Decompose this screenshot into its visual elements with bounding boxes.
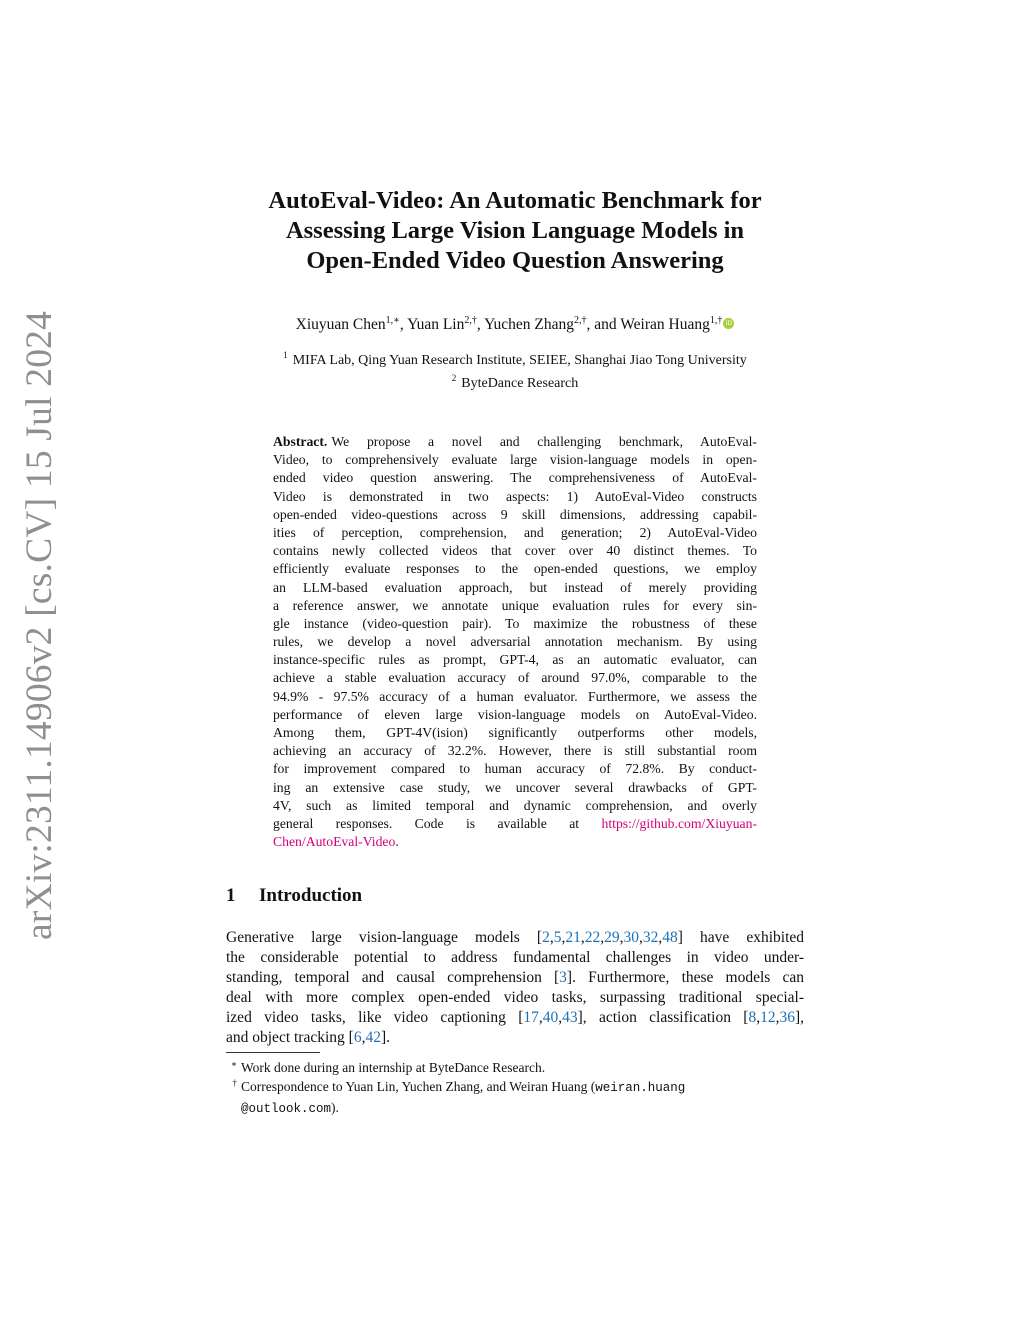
footnote: ∗ Work done during an internship at ByteDance Research.	[230, 1058, 546, 1075]
citation-link[interactable]: 2	[542, 929, 550, 946]
paragraph-line	[226, 968, 804, 988]
citation-link[interactable]: 30	[623, 929, 639, 946]
author-separator: , and	[586, 316, 621, 333]
footnote-text: Correspondence to Yuan Lin, Yuchen Zhang, and Weiran Huang (	[241, 1079, 596, 1094]
abstract-line: achieve a stable evaluation accuracy of around 97.0%, comparable to the	[273, 670, 757, 686]
abstract-line: Among them, GPT-4V(ision) significantly outperforms other models,	[273, 725, 757, 740]
affiliation-text: ByteDance Research	[461, 376, 579, 391]
affiliation-mark: 1	[283, 350, 288, 361]
abstract-line: open-ended video-questions across 9 skill dimensions, addressing capabil-	[273, 506, 757, 522]
paragraph-text: standing, temporal and causal comprehension [	[226, 969, 560, 986]
citation-link[interactable]: 8	[748, 1009, 757, 1026]
paragraph-line: and object tracking [6,42].	[226, 1029, 390, 1046]
author-separator: ,	[476, 316, 485, 333]
citation-link[interactable]: 21	[565, 929, 581, 946]
footnote-text: ).	[331, 1100, 339, 1115]
author-name: Xiuyuan Chen	[295, 316, 386, 333]
author-affiliation-mark: 1,∗	[385, 314, 400, 326]
abstract-line: for improvement compared to human accuracy of 72.8%. By conduct-	[273, 761, 757, 777]
paragraph-text: ].	[380, 1029, 390, 1046]
abstract-line: a reference answer, we annotate unique evaluation rules for every sin-	[273, 597, 757, 613]
abstract-line: achieving an accuracy of 32.2%. However, there is still substantial room	[273, 743, 757, 759]
abstract-text: We propose a novel and challenging benchmark, AutoEval-	[331, 434, 757, 449]
paragraph-text: ] have exhibited	[677, 929, 805, 946]
author-separator: ,	[399, 316, 408, 333]
paragraph-line: deal with more complex open-ended video tasks, surpassing traditional special-	[226, 989, 804, 1006]
affiliation-2	[226, 373, 804, 392]
abstract-line	[273, 815, 757, 833]
citation-link[interactable]: 43	[562, 1009, 578, 1026]
paragraph-text: and object tracking [	[226, 1029, 354, 1046]
footnote-text: Work done during an internship at ByteDance Research.	[241, 1060, 546, 1075]
citation-link[interactable]: 40	[542, 1009, 559, 1026]
abstract-line	[273, 433, 757, 451]
paper-title	[226, 186, 804, 276]
abstract-heading: Abstract.	[273, 434, 328, 449]
abstract-line: 4V, such as limited temporal and dynamic comprehension, and overly	[273, 797, 757, 813]
footnote-continuation	[226, 1098, 804, 1119]
author-name: Yuchen Zhang	[484, 316, 575, 333]
affiliation-mark: 2	[451, 373, 457, 384]
citation-link[interactable]: 32	[642, 929, 659, 946]
affiliation-1	[226, 350, 804, 369]
citation-link[interactable]: 6	[353, 1029, 362, 1046]
citation-link[interactable]: 12	[760, 1009, 776, 1026]
email-address[interactable]: weiran.huang	[595, 1081, 686, 1095]
citation-link[interactable]: 29	[604, 929, 620, 946]
paragraph-text: ]. Furthermore, these models can	[566, 969, 804, 986]
title-line: Assessing Large Vision Language Models in	[285, 217, 745, 244]
abstract-line: 94.9% - 97.5% accuracy of a human evaluator. Furthermore, we assess the	[273, 688, 757, 704]
abstract-line: Video, to comprehensively evaluate large vision-language models in open-	[273, 452, 757, 468]
paragraph-text: Generative large vision-language models [	[226, 929, 543, 946]
footnote-divider	[226, 1052, 320, 1053]
introduction-paragraph	[226, 928, 804, 1048]
citation-link[interactable]: 17	[523, 1009, 539, 1026]
abstract-line: rules, we develop a novel adversarial annotation mechanism. By using	[273, 634, 757, 650]
footnote: † Correspondence to Yuan Lin, Yuchen Zhang, and Weiran Huang (weiran.huang	[232, 1077, 686, 1095]
citation-link[interactable]: 3	[559, 969, 567, 986]
paragraph-line: ized video tasks, like video captioning [17,40,43], action classification [8,12,36],	[226, 1009, 804, 1026]
author-affiliation-mark: 1,†	[709, 314, 723, 326]
section-number: 1	[226, 885, 236, 906]
paragraph-line: Generative large vision-language models [2,5,21,22,29,30,32,48] have exhibited	[226, 929, 805, 946]
section-heading	[226, 885, 362, 907]
paragraph-line: the considerable potential to address fundamental challenges in video under-	[226, 949, 804, 966]
abstract-line: Video is demonstrated in two aspects: 1) AutoEval-Video constructs	[273, 488, 757, 504]
abstract-line	[273, 833, 757, 851]
abstract-line: an LLM-based evaluation approach, but instead of merely providing	[273, 579, 757, 595]
abstract-text: .	[395, 834, 399, 850]
abstract-line: ities of perception, comprehension, and generation; 2) AutoEval-Video	[273, 524, 757, 540]
abstract-line: ing an extensive case study, we uncover several drawbacks of GPT-	[273, 779, 757, 795]
citation-link[interactable]: 22	[584, 929, 601, 946]
author-name: Weiran Huang	[620, 316, 710, 333]
affiliation-text: MIFA Lab, Qing Yuan Research Institute, SEIEE, Shanghai Jiao Tong University	[292, 353, 747, 368]
arxiv-identifier: arXiv:2311.14906v2 [cs.CV] 15 Jul 2024	[19, 310, 60, 940]
title-line: Open-Ended Video Question Answering	[306, 247, 724, 274]
abstract-line: efficiently evaluate responses to the open-ended questions, we employ	[273, 561, 757, 577]
footnotes	[226, 1058, 804, 1119]
abstract	[273, 433, 757, 851]
abstract-line: contains newly collected videos that cover over 40 distinct themes. To	[273, 543, 757, 559]
citation-link[interactable]: 42	[365, 1029, 381, 1046]
paragraph-text: ized video tasks, like video captioning [	[226, 1009, 524, 1026]
author-affiliation-mark: 2,†	[574, 314, 587, 326]
section-title: Introduction	[259, 885, 363, 906]
author-list	[226, 316, 804, 334]
title-line: AutoEval-Video: An Automatic Benchmark for	[268, 187, 762, 214]
email-address[interactable]: @outlook.com	[241, 1102, 332, 1116]
citation-link[interactable]: 48	[662, 929, 678, 946]
citation-link[interactable]: 5	[553, 929, 562, 946]
orcid-icon[interactable]: iD	[723, 318, 734, 329]
paragraph-text: ],	[794, 1009, 804, 1026]
author-name: Yuan Lin	[407, 316, 465, 333]
code-link[interactable]: Chen/AutoEval-Video	[273, 834, 396, 850]
abstract-line: ended video question answering. The comprehensiveness of AutoEval-	[273, 470, 757, 486]
abstract-line: instance-specific rules as prompt, GPT-4, as an automatic evaluator, can	[273, 652, 757, 668]
citation-link[interactable]: 36	[779, 1009, 795, 1026]
abstract-line: gle instance (video-question pair). To maximize the robustness of these	[273, 615, 757, 631]
paragraph-text: ], action classification [	[577, 1009, 749, 1026]
abstract-text: general responses. Code is available at	[273, 815, 580, 831]
abstract-line: performance of eleven large vision-language models on AutoEval-Video.	[273, 706, 757, 722]
author-affiliation-mark: 2,†	[464, 314, 477, 326]
code-link[interactable]: https://github.com/Xiuyuan-	[601, 815, 758, 831]
